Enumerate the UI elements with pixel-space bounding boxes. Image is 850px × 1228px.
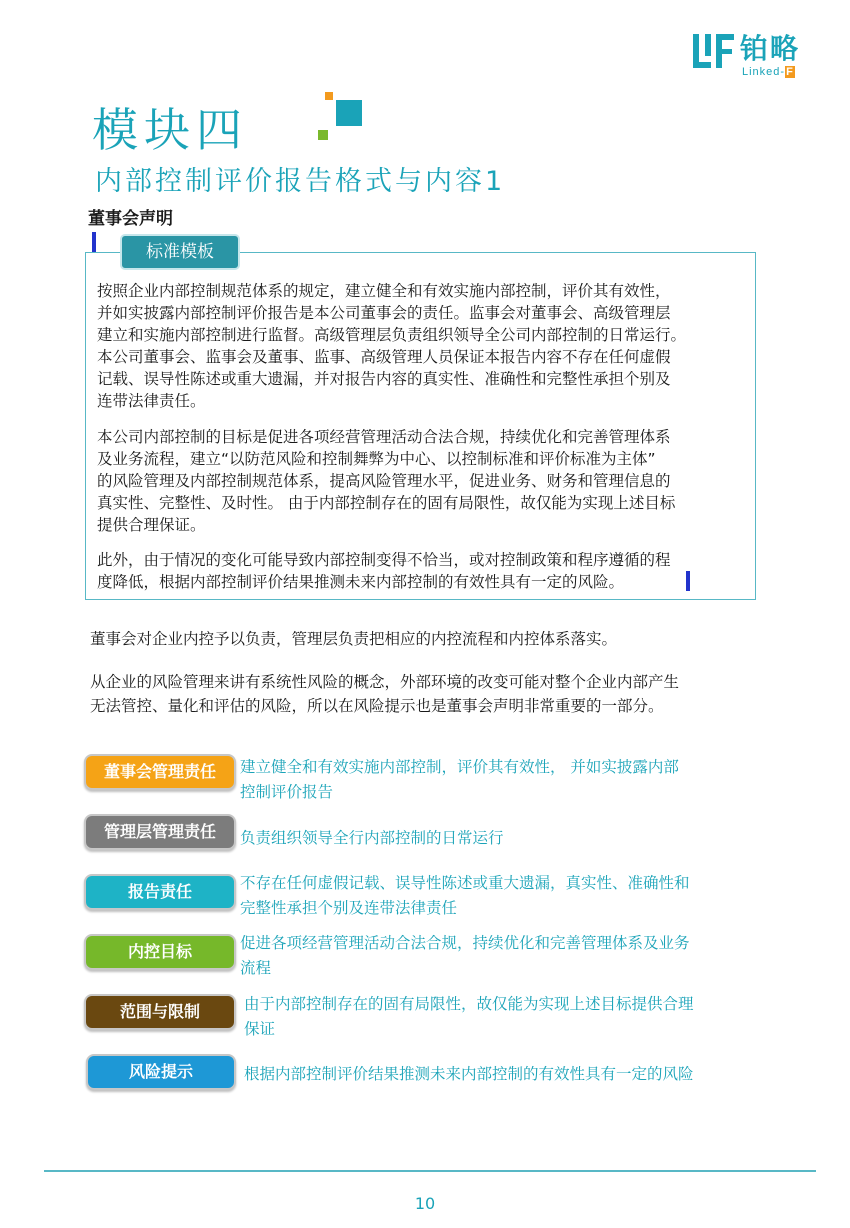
module-title: 模块四 — [92, 103, 248, 157]
template-tag: 标准模板 — [120, 234, 240, 270]
responsibility-description: 促进各项经营管理活动合法合规，持续优化和完善管理体系及业务 流程 — [240, 934, 690, 977]
template-paragraph-3: 此外，由于情况的变化可能导致内部控制变得不恰当，或对控制政策和程序遵循的程 度降低，根据内部控制评价结果推测未来内部控制的有效性具有一定的风险。 — [97, 551, 671, 591]
logo-text-en: Linked-F — [742, 66, 794, 78]
responsibility-label: 管理层管理责任 — [84, 814, 236, 850]
text-cursor-marker — [686, 571, 690, 591]
page-subtitle: 内部控制评价报告格式与内容1 — [95, 166, 506, 197]
responsibility-description: 由于内部控制存在的固有局限性，故仅能为实现上述目标提供合理 保证 — [244, 995, 694, 1038]
decor-square-teal — [336, 100, 362, 126]
template-paragraph-1: 按照企业内部控制规范体系的规定，建立健全和有效实施内部控制，评价其有效性， 并如实披露内部控制评价报告是本公司董事会的责任。监事会对董事会、高级管理层 建立和实施内部控制进行监督。高级管理层负责组织领导全公司内部控制的日常运行。 本公司董事会、监事会及董事、监事、高级管理人员保证本报告内容不存在任何虚假 记载、误导性陈述或重大遗漏，并对报告内容的真实性、准确性和完整性承担个别及 连带法律责任。 — [97, 282, 687, 410]
responsibility-label: 董事会管理责任 — [84, 754, 236, 790]
responsibility-label: 内控目标 — [84, 934, 236, 970]
responsibility-description: 负责组织领导全行内部控制的日常运行 — [240, 829, 504, 847]
brand-logo — [692, 32, 812, 76]
template-paragraph-2: 本公司内部控制的目标是促进各项经营管理活动合法合规，持续优化和完善管理体系 及业务流程，建立“以防范风险和控制舞弊为中心、以控制标准和评价标准为主体” 的风险管理及内部控制规范体系，提高风险管理水平，促进业务、财务和管理信息的 真实性、完整性、及时性。 由于内部控制存在的固有局限性，故仅能为实现上述目标 提供合理保证。 — [97, 428, 676, 534]
logo-mark-icon — [692, 32, 736, 72]
footer-divider — [44, 1170, 816, 1172]
logo-text-cn: 铂略 — [740, 32, 801, 65]
body-paragraph-1: 董事会对企业内控予以负责，管理层负责把相应的内控流程和内控体系落实。 — [90, 630, 618, 648]
responsibility-label: 报告责任 — [84, 874, 236, 910]
responsibility-description: 建立健全和有效实施内部控制，评价其有效性， 并如实披露内部 控制评价报告 — [240, 758, 679, 801]
responsibility-description: 根据内部控制评价结果推测未来内部控制的有效性具有一定的风险 — [244, 1065, 694, 1083]
body-paragraph-2: 从企业的风险管理来讲有系统性风险的概念，外部环境的改变可能对整个企业内部产生 无法管控、量化和评估的风险，所以在风险提示也是董事会声明非常重要的一部分。 — [90, 673, 680, 715]
text-cursor-marker — [92, 232, 96, 252]
decor-square-orange — [325, 92, 333, 100]
responsibility-description: 不存在任何虚假记载、误导性陈述或重大遗漏，真实性、准确性和 完整性承担个别及连带法律责任 — [240, 874, 690, 917]
page-number: 10 — [414, 1194, 436, 1213]
responsibility-label: 风险提示 — [86, 1054, 236, 1090]
section-title: 董事会声明 — [88, 209, 173, 229]
decor-square-green — [318, 130, 328, 140]
responsibility-label: 范围与限制 — [84, 994, 236, 1030]
